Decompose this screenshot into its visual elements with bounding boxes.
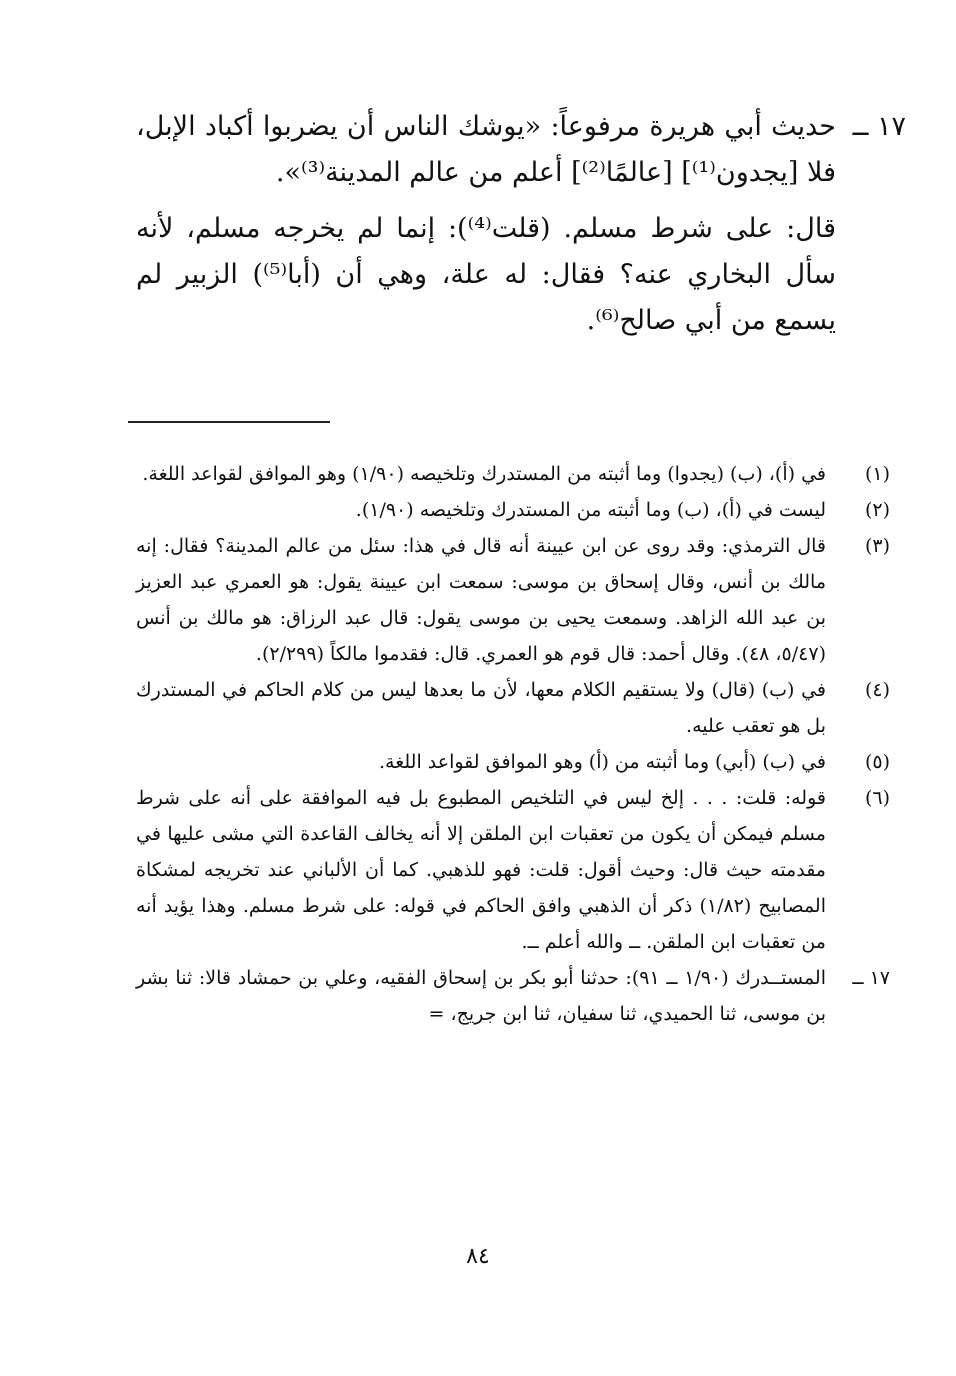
footnote-separator [128, 421, 330, 423]
footnote-text: في (ب) (قال) ولا يستقيم الكلام معها، لأن ما بعدها ليس من كلام الحاكم في المستدرك بل هو تعقب عليه. [136, 679, 826, 737]
footnote-6 [136, 780, 890, 960]
footnotes [136, 456, 890, 1032]
footnote-text: ليست في (أ)، (ب) وما أثبته من المستدرك وتلخيصه (١/٩٠). [355, 499, 826, 521]
footnote-1 [136, 456, 890, 492]
footnote-5 [136, 744, 890, 780]
footnote-3 [136, 528, 890, 672]
hadith-commentary: قال: على شرط مسلم. (قلت⁽⁴⁾): إنما لم يخرجه مسلم، لأنه سأل البخاري عنه؟ فقال: له علة، وهي أن (أبا⁽⁵⁾) الزبير لم يسمع من أبي صالح⁽⁶⁾. [136, 213, 837, 336]
footnote-4 [136, 672, 890, 744]
footnote-number: (١) [864, 463, 890, 485]
footnote-number: ١٧ ــ [852, 967, 890, 989]
footnote-2 [136, 492, 890, 528]
hadith-entry [136, 104, 906, 344]
footnote-text: قوله: قلت: . . . إلخ ليس في التلخيص المطبوع بل فيه الموافقة على أنه على شرط مسلم فيمكن أن يكون من تعقبات ابن الملقن إلا أنه يخالف القاعدة التي مشى عليها في مقدمته حيث قال: وحيث أقول: قلت: فهو للذهبي. كما أن الألباني عند تخريجه لمشكاة المصابيح (١/٨٢) ذكر أن الذهبي وافق الحاكم في قوله: على شرط مسلم. وهذا يؤيد أنه من تعقبات ابن الملقن. ــ والله أعلم ــ. [136, 787, 826, 953]
footnote-number: (٥) [864, 751, 890, 773]
entry-number: ١٧ ــ [852, 111, 906, 142]
page-number: ٨٤ [466, 1244, 490, 1269]
footnote-text: المستــدرك (١/٩٠ ــ ٩١): حدثنا أبو بكر بن إسحاق الفقيه، وعلي بن حمشاد قالا: ثنا بشر بن موسى، ثنا الحميدي، ثنا سفيان، ثنا ابن جريج، = [136, 967, 826, 1025]
footnote-number: (٢) [864, 499, 890, 521]
footnote-text: في (ب) (أبي) وما أثبته من (أ) وهو الموافق لقواعد اللغة. [378, 751, 826, 773]
footnote-number: (٣) [864, 535, 890, 557]
footnote-text: قال الترمذي: وقد روى عن ابن عيينة أنه قال في هذا: سئل من عالم المدينة؟ فقال: إنه مالك بن أنس، وقال إسحاق بن موسى: سمعت ابن عيينة يقول: هو العمري عبد العزيز بن عبد الله الزاهد. وسمعت يحيى بن موسى يقول: قال عبد الرزاق: هو مالك بن أنس (٥/٤٧، ٤٨). وقال أحمد: قال قوم هو العمري. قال: فقدموا مالكاً (٢/٢٩٩). [136, 535, 826, 665]
footnote-text: في (أ)، (ب) (يجدوا) وما أثبته من المستدرك وتلخيصه (١/٩٠) وهو الموافق لقواعد اللغة. [142, 463, 826, 485]
footnote-number: (٦) [864, 787, 890, 809]
footnote-source-17 [136, 960, 890, 1032]
hadith-text: حديث أبي هريرة مرفوعاً: «يوشك الناس أن يضربوا أكباد الإبل، فلا [يجدون⁽¹⁾] [عالمًا⁽²⁾] أعلم من عالم المدينة⁽³⁾». [136, 111, 836, 188]
footnote-number: (٤) [864, 679, 890, 701]
